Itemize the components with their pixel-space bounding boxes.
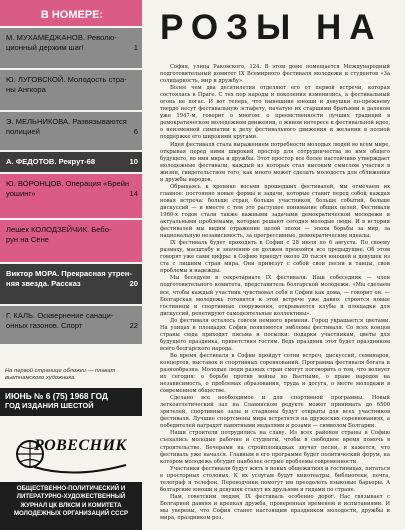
contents-item-text: ны Ангкора — [6, 84, 46, 94]
contents-item-text: рун на Сене — [6, 234, 49, 244]
contents-item-page: 6 — [133, 126, 138, 136]
contents-item-line — [6, 157, 138, 167]
contents-item-line — [6, 117, 138, 127]
contents-item — [0, 174, 142, 218]
contents-item-line — [6, 189, 138, 199]
contents-heading: В НОМЕРЕ: — [40, 9, 104, 21]
article-paragraph: До фестиваля осталось совсем немного времени. Город украшается цветами. На улицах и площадях Софии появляются эмблемы фестиваля. Со всех концов страны сюда приходят письма и посылки: подарки участникам, цветы для будущего праздника, приветствия гостям. Ведь праздник этот будет праздником всего болгарского народа. — [160, 317, 390, 352]
contents-item-page: 10 — [129, 157, 138, 166]
contents-item-text: Лешек КОЛОДЗЕЙЧИК. Бебо- — [6, 225, 112, 234]
contents-sidebar — [0, 0, 142, 530]
contents-item-line — [6, 85, 138, 95]
article-paragraph: Участники фестиваля будут жить в новых общежитиях и гостиницах, питаться в просторных столовых. К их услугам будут кинотеатры, библиотеки, почта, телеграф и телефон. Переводчики помогут им преодолеть языковые барьеры. А болгарские юноши и девушки станут их друзьями и гидами по стране. — [160, 465, 390, 493]
contents-item-line — [6, 127, 138, 137]
contents-item-text: Г. КАЛЬ. Осквернение санаци- — [6, 311, 114, 320]
contents-item-text: ционный держим шаг! — [6, 42, 84, 52]
contents-item-text: уошинг» — [6, 188, 36, 198]
contents-item-page: 22 — [129, 320, 138, 330]
contents-item-line — [6, 33, 138, 43]
contents-item-text: А. ФЕДОТОВ. Рекрут-68 — [6, 157, 96, 166]
contents-heading-box — [0, 0, 142, 26]
contents-item — [0, 306, 142, 344]
contents-item-line — [6, 179, 138, 189]
contents-item — [0, 264, 142, 304]
article-paragraph: София, улица Раковского, 124. В этом доме помещается Международный подготовительный комитет IX Всемирного фестиваля молодежи и студентов «За солидарность, мир и дружбу». — [160, 64, 390, 85]
contents-item-text: полицией — [6, 126, 40, 136]
contents-item-text: Виктор МОРА. Прекрасная утрен- — [6, 269, 132, 278]
contents-item-line — [6, 225, 138, 235]
contents-item-line — [6, 235, 138, 245]
issue-info — [0, 388, 142, 416]
article-title: РОЗЫ НА — [160, 8, 383, 47]
contents-item-text: Э. МЕЛЬНИКОВА. Развязываются — [6, 117, 127, 126]
contents-item-page: 14 — [129, 188, 138, 198]
article-paragraph: Сделано все необходимое и для спортивной программы. Новый легкоатлетический зал на Славянском редукте может принимать до 6500 зрителей, спортивные залы и стадионы будут открыты для всех участников фестиваля. Лучшие спортсмены мира встретятся на дружеских соревнованиях, а победителей наградят памятными медалями и розами — символом Болгарии. — [160, 395, 390, 430]
contents-item-line — [6, 279, 138, 289]
publisher-info: ОБЩЕСТВЕННО-ПОЛИТИЧЕСКИЙ И ЛИТЕРАТУРНО-ХУДОЖЕСТВЕННЫЙ ЖУРНАЛ ЦК ВЛКСМ И КОМИТЕТА МОЛОДЕЖНЫХ ОРГАНИЗАЦИЙ СССР — [0, 482, 142, 530]
article-paragraph: Обращаясь к хронике восьми прошедших фестивалей, мы отмечаем их главное: постоянно новые формы и задачи, которые ставит перед собой каждая новая встреча: больше стран, больше участников, больше событий, больше дискуссий — и вместе с тем это растущее понимание общих целей. Фестивали 1960-х годов стали также важными задачами демократической молодежи и актуальными проблемами, которые решают сегодня молодые люди. И в истории фестивалей мы видим отражение целой эпохи — эпохи борьбы за мир, за национальную независимость, за прогрессивные, демократические идеалы. — [160, 183, 390, 240]
contents-item-line — [6, 321, 138, 331]
publication-year: ГОД ИЗДАНИЯ ШЕСТОЙ — [5, 401, 94, 410]
contents-item-line — [6, 311, 138, 321]
contents-item — [0, 28, 142, 68]
article-paragraph: IX фестиваль будет проходить в Софии с 28 июля по 6 августа. По своему размаху, масштабу и значению он должен превзойти все предыдущие. Об этом говорят уже сами цифры: в Софию приедут около 20 тысяч юношей и девушек из ста с лишним стран мира. Они привезут с собой свои песни и танцы, свои проблемы и надежды. — [160, 240, 390, 275]
cover-note: На первой странице обложки — плакат вьетнамского художника. — [5, 368, 116, 381]
article-paragraph: Идея фестиваля стала выражением потребности молодых людей во всем мире, открывая перед ними широкий простор для сотрудничества во имя общего будущего, во имя мира и дружбы. Этот простор все более настойчиво утверждает молодежные фестивали, каждый из которых стал высоким смыслом участия в жизни, свидетельством того, как много может сделать молодость для сближения и дружбы народов. — [160, 141, 390, 183]
contents-item — [0, 112, 142, 150]
contents-item — [0, 152, 142, 172]
magazine-brand: РОВЕСНИК — [34, 437, 127, 454]
contents-item-text: няя звезда. Рассказ — [6, 278, 81, 288]
contents-item-line — [6, 269, 138, 279]
article-paragraph: Нам, советским людям, IX фестиваль особенно дорог. Нас связывает с Болгарией давняя и крепкая дружба, проверенная временем и испытаниями. И мы уверены, что София станет настоящим праздником молодости, дружбы и мира, праздником роз. — [160, 493, 390, 521]
contents-item — [0, 70, 142, 110]
contents-item-line — [6, 43, 138, 53]
contents-item-line — [6, 75, 138, 85]
contents-item-page: 1 — [133, 42, 138, 52]
article-body — [160, 64, 390, 524]
issue-number: ИЮНЬ № 6 (75) 1968 ГОД — [5, 391, 108, 401]
contents-item-page: 20 — [129, 278, 138, 288]
article-paragraph: Мы беседуем в секретариате IX фестиваля. Наш собеседник — член подготовительного комитета, представитель болгарской молодежи. «Мы сделаем все, чтобы каждый участник чувствовал себя в Софии как дома, — говорит он. — Болгарская молодежь готовится к этой встрече уже давно: строятся новые гостиницы и спортивные сооружения, открываются клубы и площадки для дискуссий, репетируют самодеятельные коллективы». — [160, 275, 390, 317]
article-paragraph: Наши строители потрудились на славу. Из всех районов страны в Софию съехались молодые рабочие и студенты, чтобы в свободное время помочь в строительстве. Вечерами на стройплощадках звучат песни, и кажется, что фестиваль уже начался. Главным в его программе будет политический форум, на котором молодежь обсудит наиболее острые проблемы современности. — [160, 430, 390, 465]
contents-item-text: Ю. ЛУГОВСКОЙ. Молодость стра- — [6, 75, 127, 84]
contents-item-text: онных газонов. Спорт — [6, 320, 83, 330]
article-paragraph: Во время фестиваля в Софии пройдут сотни встреч, дискуссий, семинаров, концертов, выставок и спортивных соревнований. Программа фестиваля богата и разнообразна. Молодые люди разных стран смогут поговорить о том, что волнует их сегодня: о борьбе против войны во Вьетнаме, о праве народов на независимость, о проблемах образования, труда и досуга, о месте молодежи в современном обществе. — [160, 352, 390, 395]
contents-item-text: М. МУХАМЕДЖАНОВ. Револю- — [6, 33, 117, 42]
article-paragraph: Более чем два десятилетия отделяют его от первой встречи, которая состоялась в Праге. С тех пор народы и поколения изменились, а фестивальный огонь не погас. И вот теперь, что нынешние юноши и девушки по-прежнему твердо несут фестивальную эстафету, начатую их старшими братьями в далеком уже 1947-м, говорит о многом: о преемственности лучших традиций в демократическом молодежном движении, о живом интересе к фестивальной идее, о неизменной симпатии к делу фестивального движения и желании в полной поддержке его широкими кругами. — [160, 85, 390, 141]
contents-item — [0, 220, 142, 262]
contents-item-text: Ю. ВОРОНЦОВ. Операция «Брейн — [6, 179, 130, 188]
